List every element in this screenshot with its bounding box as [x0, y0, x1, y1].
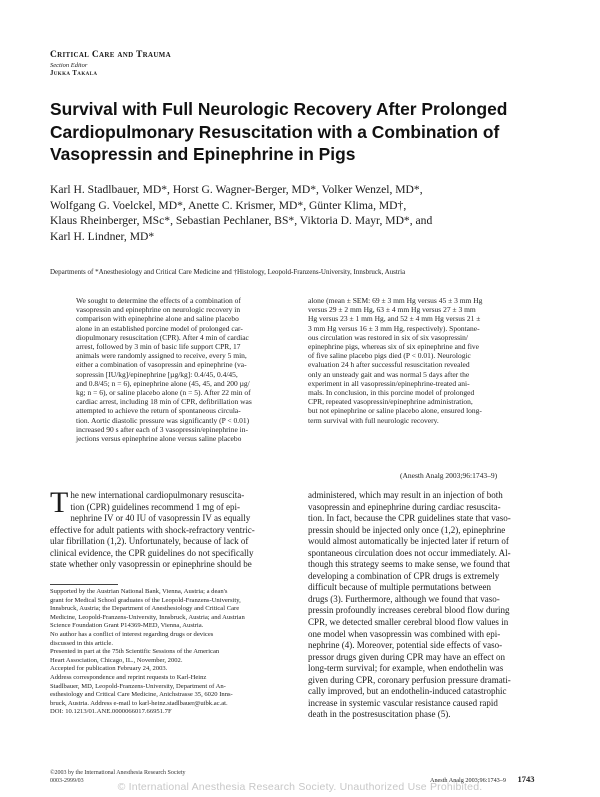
affiliations: Departments of *Anesthesiology and Critical Care Medicine and †Histology, Leopold-Franzens-University, Innsbruck, Austria	[50, 268, 406, 276]
author-line: Karl H. Lindner, MD*	[50, 229, 155, 243]
abstract-line: jections versus epinephrine alone versus saline placebo	[76, 434, 242, 444]
footnote-line: Science Foundation Grant P14369-MED, Vienna, Austria.	[50, 622, 204, 630]
body-line: nephrine IV or 40 IU of vasopressin IV as equally	[70, 513, 251, 524]
body-line: pressin profoundly increases cerebral blood flow during	[308, 605, 510, 616]
page-number: 1743	[517, 774, 535, 784]
issn-line: 0003-2999/03	[50, 777, 84, 784]
abstract-line: either a combination of vasopressin and epinephrine (va-	[76, 360, 247, 370]
abstract-line: alone in an established porcine model of prolonged car-	[76, 323, 243, 333]
abstract-line: We sought to determine the effects of a combination of	[76, 296, 241, 305]
body-line: vasopressin and epinephrine during cardiac resuscita-	[308, 501, 501, 512]
section-name: Critical Care and Trauma	[50, 50, 171, 60]
footnote-line: Heart Association, Chicago, IL., November, 2002.	[50, 656, 183, 664]
body-line: one model when vasopressin was combined with epi-	[308, 628, 501, 639]
abstract-line: tion. Aortic diastolic pressure was significantly (P < 0.01)	[76, 415, 250, 425]
abstract-line: epinephrine pigs, whereas six of six epinephrine and five	[308, 342, 479, 352]
body-line: given during CPR, coronary perfusion pressure dramati-	[308, 674, 511, 685]
title-line: Vasopressin and Epinephrine in Pigs	[50, 144, 356, 164]
footnote-line: Innsbruck, Austria; the Department of Anesthesiology and Critical Care	[50, 605, 240, 613]
body-line: he new international cardiopulmonary resuscita-	[70, 490, 245, 500]
body-line: pressor drugs given during CPR may have an effect on	[308, 651, 506, 662]
abstract-line: but not epinephrine or saline placebo alone, ensured long-	[308, 406, 482, 416]
body-line: increase in systemic vascular resistance caused rapid	[308, 697, 498, 708]
abstract-left-column	[76, 296, 298, 443]
abstract-line: attempted to achieve the return of spontaneous circula-	[76, 406, 241, 416]
footnote-line: No author has a conflict of interest regarding drugs or devices	[50, 630, 214, 638]
body-line: effective for adult patients with shock-refractory ventric-	[50, 524, 255, 535]
body-line: cally improved, but an endothelin-induced catastrophic	[308, 686, 507, 697]
body-line: nephrine (4). Moreover, potential side effects of vaso-	[308, 640, 503, 651]
author-list	[50, 182, 550, 244]
body-line: long-term survival; for example, when endothelin was	[308, 663, 504, 674]
footnote-line: DOI: 10.1213/01.ANE.0000066017.66951.7F	[50, 708, 172, 716]
section-editor-label: Section Editor	[50, 62, 88, 69]
abstract-line: vasopressin and epinephrine on neurologic recovery in	[76, 305, 241, 315]
body-line: state whether only vasopressin or epinephrine should be	[50, 559, 252, 570]
abstract-line: experiment in all vasopressin/epinephrine-treated ani-	[308, 378, 470, 388]
abstract-line: cardiac arrest, including 18 min of CPR, defibrillation was	[76, 397, 252, 407]
opening-lines	[50, 486, 290, 525]
abstract-line: ous circulation was restored in six of six vasopressin/	[308, 332, 468, 342]
body-line: would almost automatically be injected later if return of	[308, 536, 509, 547]
section-header	[50, 50, 171, 77]
body-line: ular fibrillation (1,2). Unfortunately, because of lack of	[50, 536, 249, 547]
footnote-line: esthesiology and Critical Care Medicine, Anichstrasse 35, 6020 Inns-	[50, 691, 233, 699]
body-left-lines	[50, 525, 290, 571]
abstract-line: increased 90 s after each of 3 vasopressin/epinephrine in-	[76, 424, 249, 434]
abstract-line: kg; n = 6), or saline placebo alone (n = 5). After 22 min of	[76, 388, 251, 398]
author-line: Karl H. Stadlbauer, MD*, Horst G. Wagner-Berger, MD*, Volker Wenzel, MD*,	[50, 183, 423, 196]
abstract-right-column	[308, 296, 530, 425]
footnote-line: Presented in part at the 75th Scientific Sessions of the American	[50, 648, 220, 656]
body-line: administered, which may result in an injection of both	[308, 490, 503, 500]
body-line: spontaneous circulation does not occur immediately. Al-	[308, 547, 511, 558]
body-line: drugs (3). Furthermore, although we found that vaso-	[308, 593, 500, 604]
watermark-text: © International Anesthesia Research Society. Unauthorized Use Prohibited.	[117, 781, 483, 793]
journal-reference: Anesth Analg 2003;96:1743–9	[430, 777, 506, 784]
body-line: though this strategy seems to make sense, we found that	[308, 559, 510, 570]
footnote-line: Medicine, Leopold-Franzens-University, Innsbruck, Austria; and Austrian	[50, 613, 245, 621]
article-title	[50, 98, 550, 166]
author-line: Klaus Rheinberger, MSc*, Sebastian Pechlaner, BS*, Viktoria D. Mayr, MD*, and	[50, 214, 433, 228]
footnote-line: bruck, Austria. Address e-mail to karl-heinz.stadlbauer@uibk.ac.at.	[50, 699, 228, 707]
body-line: pressin should be injected only once (1,2), epinephrine	[308, 524, 506, 535]
footnote-line: grant for Medical School graduates of the Leopold-Franzens-University,	[50, 596, 241, 604]
body-line: tion (CPR) guidelines recommend 1 mg of epi-	[70, 501, 241, 512]
abstract-line: alone (mean ± SEM: 69 ± 3 mm Hg versus 45 ± 3 mm Hg	[308, 296, 483, 305]
footnote-line: discussed in this article.	[50, 639, 113, 647]
footnote-divider	[50, 584, 118, 585]
abstract-line: versus 29 ± 2 mm Hg, 63 ± 4 mm Hg versus 27 ± 3 mm	[308, 305, 476, 315]
title-line: Survival with Full Neurologic Recovery After Prolonged	[50, 99, 508, 119]
body-line: developing a combination of CPR drugs is extremely	[308, 570, 500, 581]
abstract-line: term survival with full neurologic recovery.	[308, 415, 439, 425]
abstract-citation: (Anesth Analg 2003;96:1743–9)	[400, 471, 498, 480]
abstract-line: comparison with epinephrine alone and saline placebo	[76, 314, 239, 324]
body-left-column	[50, 486, 290, 571]
body-line: tion. In fact, because the CPR guidelines state that vaso-	[308, 513, 511, 524]
abstract-line: diopulmonary resuscitation (CPR). After 4 min of cardiac	[76, 332, 249, 342]
abstract-line: only an unsteady gait and was normal 5 days after the	[308, 369, 470, 379]
abstract-line: evaluation 24 h after successful resuscitation revealed	[308, 360, 470, 370]
body-right-column	[308, 490, 548, 721]
footnote-line: Address correspondence and reprint requests to Karl-Heinz	[50, 673, 207, 681]
body-line: CPR, we detected smaller cerebral blood flow values in	[308, 617, 509, 628]
footnote-line: Stadlbauer, MD, Leopold-Franzens-University, Department of An-	[50, 682, 226, 690]
author-line: Wolfgang G. Voelckel, MD*, Anette C. Krismer, MD*, Günter Klima, MD†,	[50, 198, 407, 212]
section-editor-name: Jukka Takala	[50, 70, 98, 77]
opening-paragraph	[50, 486, 290, 525]
abstract-line: Hg versus 23 ± 1 mm Hg, and 52 ± 4 mm Hg versus 21 ±	[308, 314, 481, 324]
body-line: death in the postresuscitation phase (5).	[308, 709, 451, 720]
abstract-line: mals. In conclusion, in this porcine model of prolonged	[308, 388, 475, 398]
footnote-line: Accepted for publication February 24, 2003.	[50, 665, 168, 673]
title-line: Cardiopulmonary Resuscitation with a Combination of	[50, 121, 500, 142]
abstract-line: CPR, repeated vasopressin/epinephrine administration,	[308, 397, 473, 407]
abstract-line: of five saline placebo pigs died (P < 0.01). Neurologic	[308, 351, 471, 361]
abstract-line: arrest, followed by 3 min of basic life support CPR, 17	[76, 342, 241, 352]
abstract-line: and 0.8/45; n = 6), epinephrine alone (45, 45, and 200 µg/	[76, 378, 250, 388]
body-line: clinical evidence, the CPR guidelines do not specifically	[50, 547, 254, 558]
body-line: difficult because of multiple permutations between	[308, 582, 492, 593]
abstract-line: sopressin [IU/kg]/epinephrine [µg/kg]: 0.4/45, 0.4/45,	[76, 369, 238, 379]
copyright-line: ©2003 by the International Anesthesia Research Society	[50, 770, 186, 776]
abstract-line: animals were randomly assigned to receive, every 5 min,	[76, 351, 247, 361]
drop-cap: T	[50, 486, 69, 519]
abstract-line: 3 mm Hg versus 16 ± 3 mm Hg, respectively). Spontane-	[308, 323, 480, 333]
footnote-line: Supported by the Austrian National Bank, Vienna, Austria; a dean's	[50, 588, 228, 595]
footnotes	[50, 588, 290, 717]
